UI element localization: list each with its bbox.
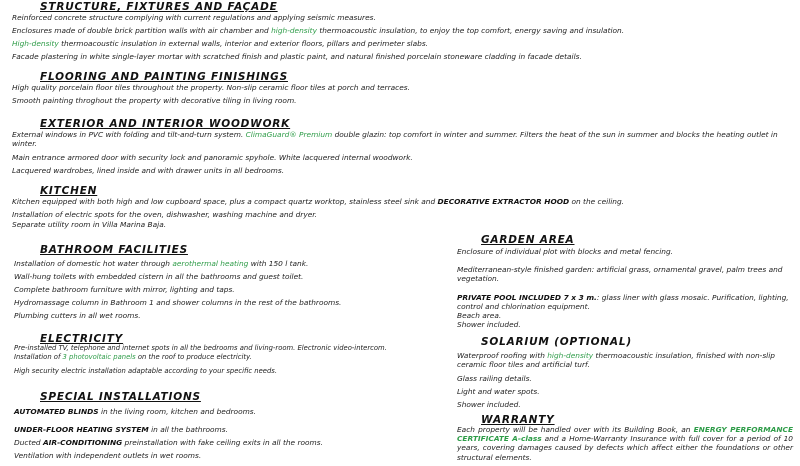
woodwork-text-3: Lacquered wardrobes, lined inside and with drawer units in all bedrooms.: [12, 166, 285, 175]
highlight-energy-certificate: ENERGY PERFORMANCE CERTIFICATE A-class: [457, 425, 794, 444]
special-text-1: AUTOMATED BLINDS in the living room, kitchen and bedrooms.: [14, 407, 257, 416]
kitchen-text-2: Installation of electric spots for the oven, dishwasher, washing machine and dryer.: [12, 210, 317, 219]
electricity-text-1: Pre-installed TV, telephone and internet spots in all the bedrooms and living-room. Electronic video-intercom.: [14, 344, 387, 352]
garden-text-1: Enclosure of individual plot with blocks and metal fencing.: [457, 247, 674, 256]
special-text-4: Ventilation with independent outlets in wet rooms.: [14, 451, 202, 460]
highlight-high-density: high-density: [271, 26, 317, 35]
bathroom-text-4: Hydromassage column in Bathroom 1 and shower columns in the rest of the bathrooms.: [14, 298, 342, 307]
garden-text-3: PRIVATE POOL INCLUDED 7 x 3 m.: glass liner with glass mosaic. Purification, lighting, control and chlorination equipment.: [457, 293, 789, 312]
bathroom-heading: BATHROOM FACILITIES: [40, 244, 188, 256]
special-text-2: UNDER-FLOOR HEATING SYSTEM in all the bathrooms.: [14, 425, 228, 434]
highlight-high-density: high-density: [547, 351, 594, 360]
highlight-climaguard: ClimaGuard® Premium: [245, 130, 333, 139]
bathroom-text-5: Plumbing cutters in all wet rooms.: [14, 311, 141, 320]
flooring-text-1: High quality porcelain floor tiles throughout the property. Non-slip ceramic floor tiles at porch and terraces.: [12, 83, 410, 92]
structure-text-3: High-density thermoacoustic insulation in external walls, interior and exterior floors, pillars and perimeter slabs.: [12, 39, 429, 48]
woodwork-heading: EXTERIOR AND INTERIOR WOODWORK: [40, 118, 291, 130]
solarium-text-2: Glass railing details.: [457, 374, 532, 383]
solarium-text-3: Light and water spots.: [457, 387, 540, 396]
woodwork-text-2: Main entrance armored door with security lock and panoramic spyhole. White lacquered internal woodwork.: [12, 153, 413, 162]
electricity-text-2: Installation of 3 photovoltaic panels on the roof to produce electricity.: [14, 353, 252, 361]
warranty-text: Each property will be handled over with its Building Book, an ENERGY PERFORMANCE CERTIFICATE A-class and a Home-Warranty Insurance with full cover for a period of 10 years, covering damages caused by defects which affect either the foundations or other structural elements.: [457, 425, 794, 462]
garden-text-5: Shower included.: [457, 320, 521, 329]
structure-text-4: Facade plastering in white single-layer mortar with scratched finish and plastic paint, and natural finished porcelain stoneware cladding in facade details.: [12, 52, 582, 61]
garden-text-4: Beach area.: [457, 311, 502, 320]
garden-heading: GARDEN AREA: [481, 234, 575, 246]
kitchen-text-3: Separate utility room in Villa Marina Baja.: [12, 220, 167, 229]
garden-text-2: Mediterranean-style finished garden: artificial grass, ornamental gravel, palm trees and vegetation.: [457, 265, 783, 284]
flooring-heading: FLOORING AND PAINTING FINISHINGS: [40, 71, 288, 83]
special-text-3: Ducted AIR-CONDITIONING preinstallation with fake ceiling exits in all the rooms.: [14, 438, 323, 447]
flooring-text-2: Smooth painting throghout the property with decorative tiling in living room.: [12, 96, 297, 105]
solarium-heading: SOLARIUM (OPTIONAL): [481, 336, 632, 348]
highlight-aerothermal: aerothermal heating: [172, 259, 249, 268]
solarium-text-1: Waterproof roofing with high-density thermoacoustic insulation, finished with non-slip ceramic floor tiles and artificial turf.: [457, 351, 775, 370]
structure-text-2: Enclosures made of double brick partition walls with air chamber and high-density thermoacoustic insulation, to enjoy the top comfort, energy saving and insulation.: [12, 26, 625, 35]
electricity-heading: ELECTRICITY: [40, 333, 124, 345]
kitchen-heading: KITCHEN: [40, 185, 98, 197]
solarium-text-4: Shower included.: [457, 400, 521, 409]
woodwork-text-1: External windows in PVC with folding and tilt-and-turn system. ClimaGuard® Premium double glazin: top comfort in winter and summer. Filters the heat of the sun in summer and blocks the heating outlet in winter.: [12, 130, 778, 149]
bathroom-text-3: Complete bathroom furniture with mirror, lighting and taps.: [14, 285, 235, 294]
structure-heading: STRUCTURE, FIXTURES AND FAÇADE: [40, 1, 278, 13]
kitchen-text-1: Kitchen equipped with both high and low cupboard space, plus a compact quartz worktop, stainless steel sink and DECORATIVE EXTRACTOR HOOD on the ceiling.: [12, 197, 625, 206]
special-heading: SPECIAL INSTALLATIONS: [40, 391, 201, 403]
highlight-high-density: High-density: [12, 39, 59, 48]
warranty-heading: WARRANTY: [481, 414, 555, 426]
electricity-text-3: High security electric installation adaptable according to your specific needs.: [14, 367, 277, 375]
bathroom-text-2: Wall-hung toilets with embedded cistern in all the bathrooms and guest toilet.: [14, 272, 304, 281]
structure-text-1: Reinforced concrete structure complying with current regulations and applying seismic measures.: [12, 13, 376, 22]
bathroom-text-1: Installation of domestic hot water through aerothermal heating with 150 l tank.: [14, 259, 309, 268]
highlight-photovoltaic: 3 photovoltaic panels: [62, 353, 136, 361]
